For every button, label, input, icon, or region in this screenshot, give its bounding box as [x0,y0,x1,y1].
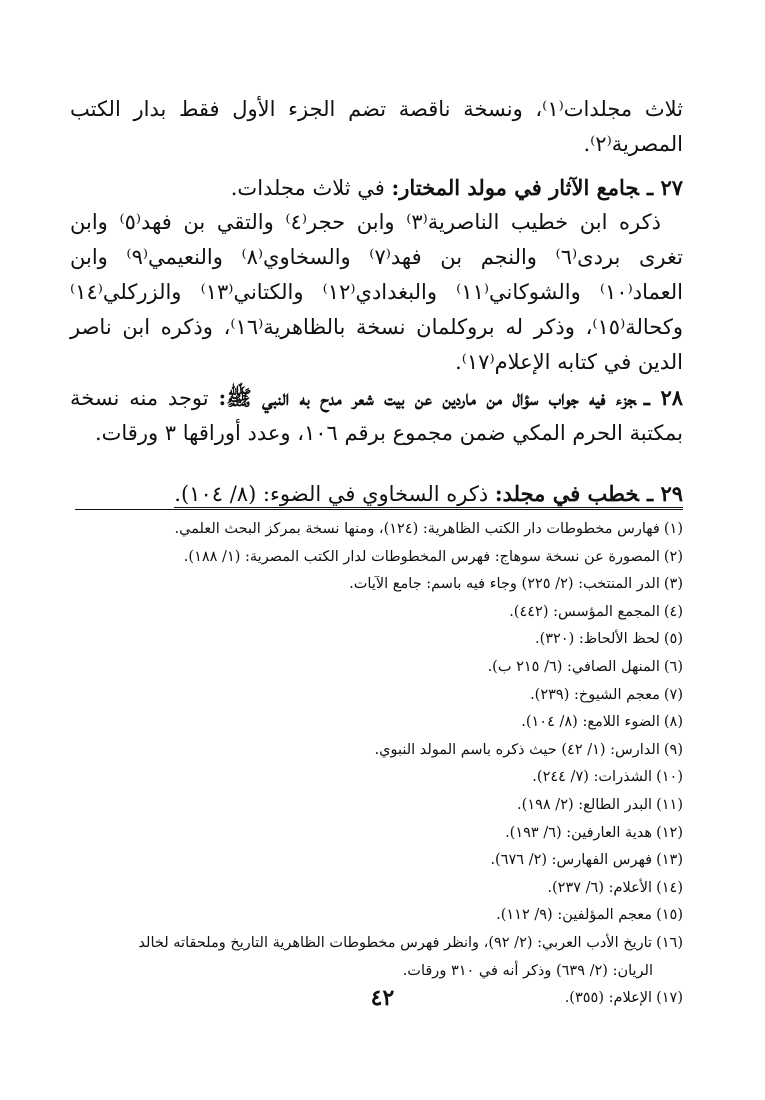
footnote-number: (١٥) [656,907,683,924]
footnote-text: لحظ الألحاظ: (٣٢٠). [534,631,660,648]
footnote-text: معجم المؤلفين: (٩/ ١١٢). [496,907,653,924]
footnote-number: (٨) [663,714,683,731]
footnote-text: معجم الشيوخ: (٢٣٩). [530,686,660,703]
footnote-text: المنهل الصافي: (٦/ ٢١٥ ب). [487,658,660,675]
page-number: ٤٢ [370,985,395,1011]
footnote-number: (٤) [663,603,683,620]
footnote-item [70,516,683,544]
footnotes-list [70,516,683,1013]
footnote-number: (١٧) [656,990,683,1007]
footnote-divider [75,509,683,510]
entry-number: ٢٧ ـ [646,175,683,200]
footnote-item [70,902,683,930]
footnote-item [70,571,683,599]
footnote-number: (١٢) [656,824,683,841]
footnote-text: المصورة عن نسخة سوهاج: فهرس المخطوطات لدار الكتب المصرية: (١/ ١٨٨). [183,548,660,565]
footnote-number: (١) [663,521,683,537]
entry-number: ٢٨ ـ [643,385,683,410]
footnote-item [70,654,683,682]
footnote-item [70,682,683,710]
footnote-item [70,709,683,737]
entry-title: خطب في مجلد: [494,481,639,506]
entry-29-underlined [174,482,683,508]
footnote-text: هدية العارفين: (٦/ ١٩٣). [505,824,653,841]
footnote-number: (٩) [663,741,683,758]
footnote-text: الدر المنتخب: (٢/ ٢٢٥) وجاء فيه باسم: جامع الآيات. [349,576,660,593]
footnote-item [70,875,683,903]
footnote-number: (٦) [663,658,683,675]
footnote-text: الإعلام: (٣٥٥). [564,990,653,1007]
footnote-item [70,737,683,765]
footnote-item [70,792,683,820]
entry-27-heading [70,170,683,206]
footnote-number: (١١) [656,796,683,813]
footnote-text: البدر الطالع: (٢/ ١٩٨). [517,796,653,813]
footnote-item [70,599,683,627]
footnote-item [70,626,683,654]
paragraph-continuation: ثلاث مجلدات⁽١⁾، ونسخة ناقصة تضم الجزء الأول فقط بدار الكتب المصرية⁽٢⁾. [70,97,683,156]
entry-title: جامع الآثار في مولد المختار: [391,175,639,200]
footnote-item [70,544,683,572]
footnote-text: المجمع المؤسس: (٤٤٢). [509,603,660,620]
footnote-text: الشذرات: (٧/ ٢٤٤). [532,769,653,786]
footnote-item [70,820,683,848]
footnote-item [70,847,683,875]
footnote-text: الدارس: (١/ ٤٢) حيث ذكره باسم المولد النبوي. [374,741,660,758]
footnote-number: (٥) [663,631,683,648]
entry-28 [70,380,683,451]
entry-number: ٢٩ ـ [646,481,683,506]
footnote-text: الأعلام: (٦/ ٢٣٧). [547,879,653,896]
footnote-number: (٧) [663,686,683,703]
footnote-number: (١٣) [656,852,683,869]
entry-29 [70,476,683,512]
footnote-text: فهرس الفهارس: (٢/ ٦٧٦). [490,852,653,869]
entry-title: جزء فيه جواب سؤال من ماردين عن بيت شعر مدح به النبي ﷺ: [218,385,636,410]
footnote-number: (٢) [663,548,683,565]
footnote-number: (١٤) [656,879,683,896]
footnote-continuation: الريان: (٢/ ٦٣٩) وذكر أنه في ٣١٠ ورقات. [402,962,653,979]
footnote-text: الضوء اللامع: (٨/ ١٠٤). [521,714,660,731]
entry-27-body: ذكره ابن خطيب الناصرية⁽٣⁾ وابن حجر⁽٤⁾ والتقي بن فهد⁽٥⁾ وابن تغرى بردى⁽٦⁾ والنجم بن فهد⁽٧⁾ والسخاوي⁽٨⁾ والنعيمي⁽٩⁾ وابن العماد⁽١٠⁾ والشوكاني⁽١١⁾ والبغدادي⁽١٢⁾ والكتاني⁽١٣⁾ والزركلي⁽١٤⁾ وكحالة⁽١٥⁾، وذكر له بروكلمان نسخة بالظاهرية⁽١٦⁾، وذكره ابن ناصر الدين في كتابه الإعلام⁽١٧⁾. [70,210,683,374]
footnote-number: (١٦) [656,934,683,951]
entry-text: توجد منه نسخة بمكتبة الحرم المكي ضمن مجموع برقم ١٠٦، وعدد أوراقها ٣ ورقات. [70,386,683,445]
entry-text: ذكره السخاوي في الضوء: (٨/ ١٠٤). [174,482,495,506]
footnote-text: تاريخ الأدب العربي: (٢/ ٩٢)، وانظر فهرس مخطوطات الظاهرية التاريخ وملحقاته لخالد [138,934,653,951]
footnote-text: فهارس مخطوطات دار الكتب الظاهرية: (١٢٤)، ومنها نسخة بمركز البحث العلمي. [174,521,660,537]
footnote-item [70,764,683,792]
footnote-number: (٣) [663,576,683,593]
footnote-item [70,930,683,985]
footnote-number: (١٠) [656,769,683,786]
entry-text: في ثلاث مجلدات. [230,176,392,200]
